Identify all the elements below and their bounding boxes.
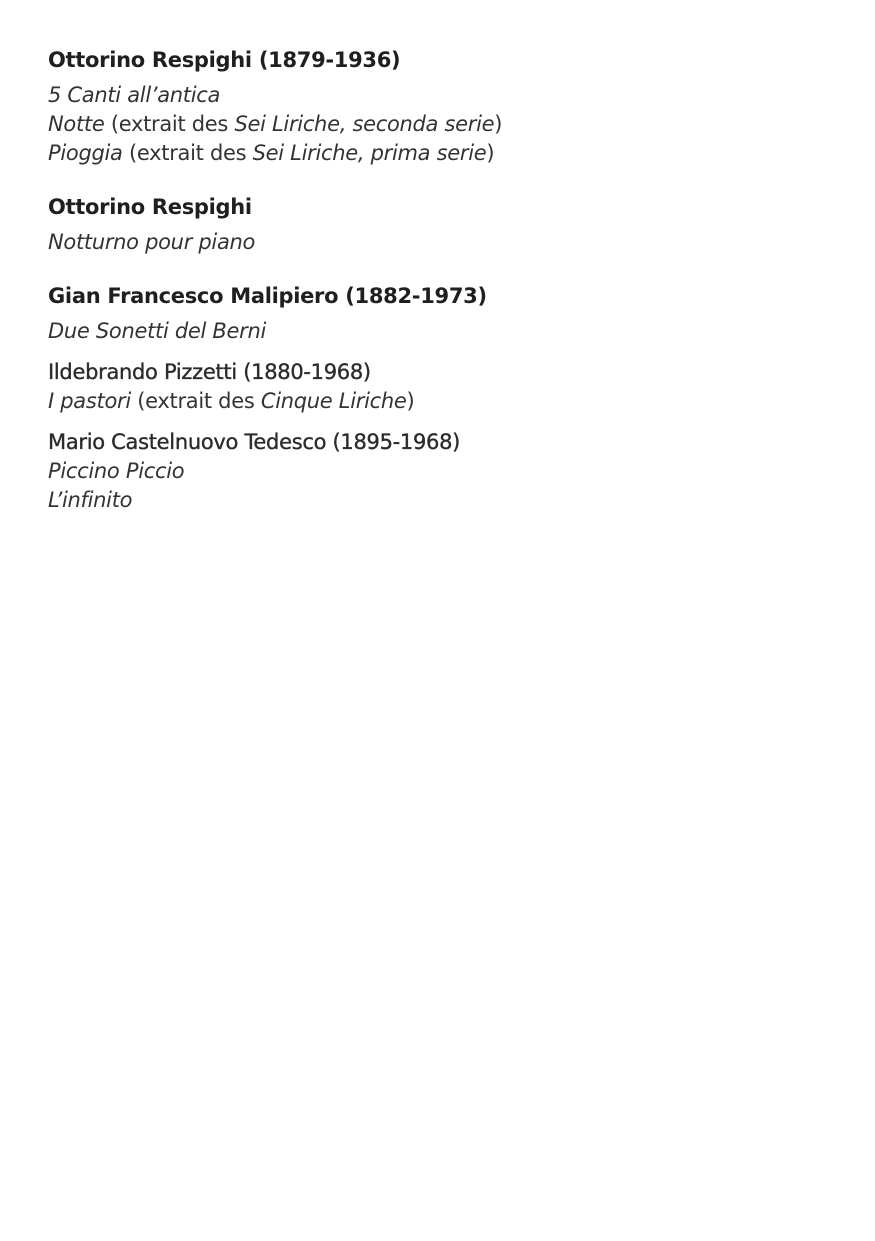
work-title bbox=[48, 486, 848, 515]
work-title bbox=[48, 387, 848, 416]
work-source-italic: Sei Liriche, seconda serie bbox=[234, 112, 495, 136]
work-title-italic: Notturno pour piano bbox=[48, 230, 256, 254]
work-title bbox=[48, 317, 848, 346]
work-note-prefix: (extrait des bbox=[130, 389, 261, 413]
work-title-italic: Notte bbox=[48, 112, 105, 136]
work-title-italic: Due Sonetti del Berni bbox=[48, 319, 267, 343]
work-title-italic: I pastori bbox=[48, 389, 131, 413]
work-title bbox=[48, 457, 848, 486]
program-section-respighi-songs bbox=[48, 46, 848, 168]
composer-heading: Ottorino Respighi bbox=[48, 195, 252, 219]
composer-heading: Mario Castelnuovo Tedesco (1895-1968) bbox=[48, 430, 461, 454]
program-section-pizzetti bbox=[48, 358, 848, 416]
work-title-italic: Pioggia bbox=[48, 141, 123, 165]
composer-heading: Gian Francesco Malipiero (1882-1973) bbox=[48, 284, 487, 308]
composer-heading: Ildebrando Pizzetti (1880-1968) bbox=[48, 360, 371, 384]
work-source-italic: Cinque Liriche bbox=[260, 389, 407, 413]
work-source-italic: Sei Liriche, prima serie bbox=[252, 141, 487, 165]
work-title bbox=[48, 139, 848, 168]
work-note-suffix: ) bbox=[486, 141, 495, 165]
work-title bbox=[48, 81, 848, 110]
work-title-italic: Piccino Piccio bbox=[48, 459, 185, 483]
work-title bbox=[48, 110, 848, 139]
work-title-italic: L’infinito bbox=[48, 488, 133, 512]
program-section-respighi-piano bbox=[48, 193, 848, 257]
work-note-prefix: (extrait des bbox=[104, 112, 235, 136]
composer-heading: Ottorino Respighi (1879-1936) bbox=[48, 48, 401, 72]
program-page bbox=[48, 46, 848, 515]
work-note-suffix: ) bbox=[494, 112, 503, 136]
program-section-malipiero bbox=[48, 282, 848, 346]
work-note-prefix: (extrait des bbox=[122, 141, 253, 165]
work-note-suffix: ) bbox=[406, 389, 415, 413]
work-title-italic: 5 Canti all’antica bbox=[48, 83, 221, 107]
program-section-castelnuovo-tedesco bbox=[48, 428, 848, 515]
work-title bbox=[48, 228, 848, 257]
